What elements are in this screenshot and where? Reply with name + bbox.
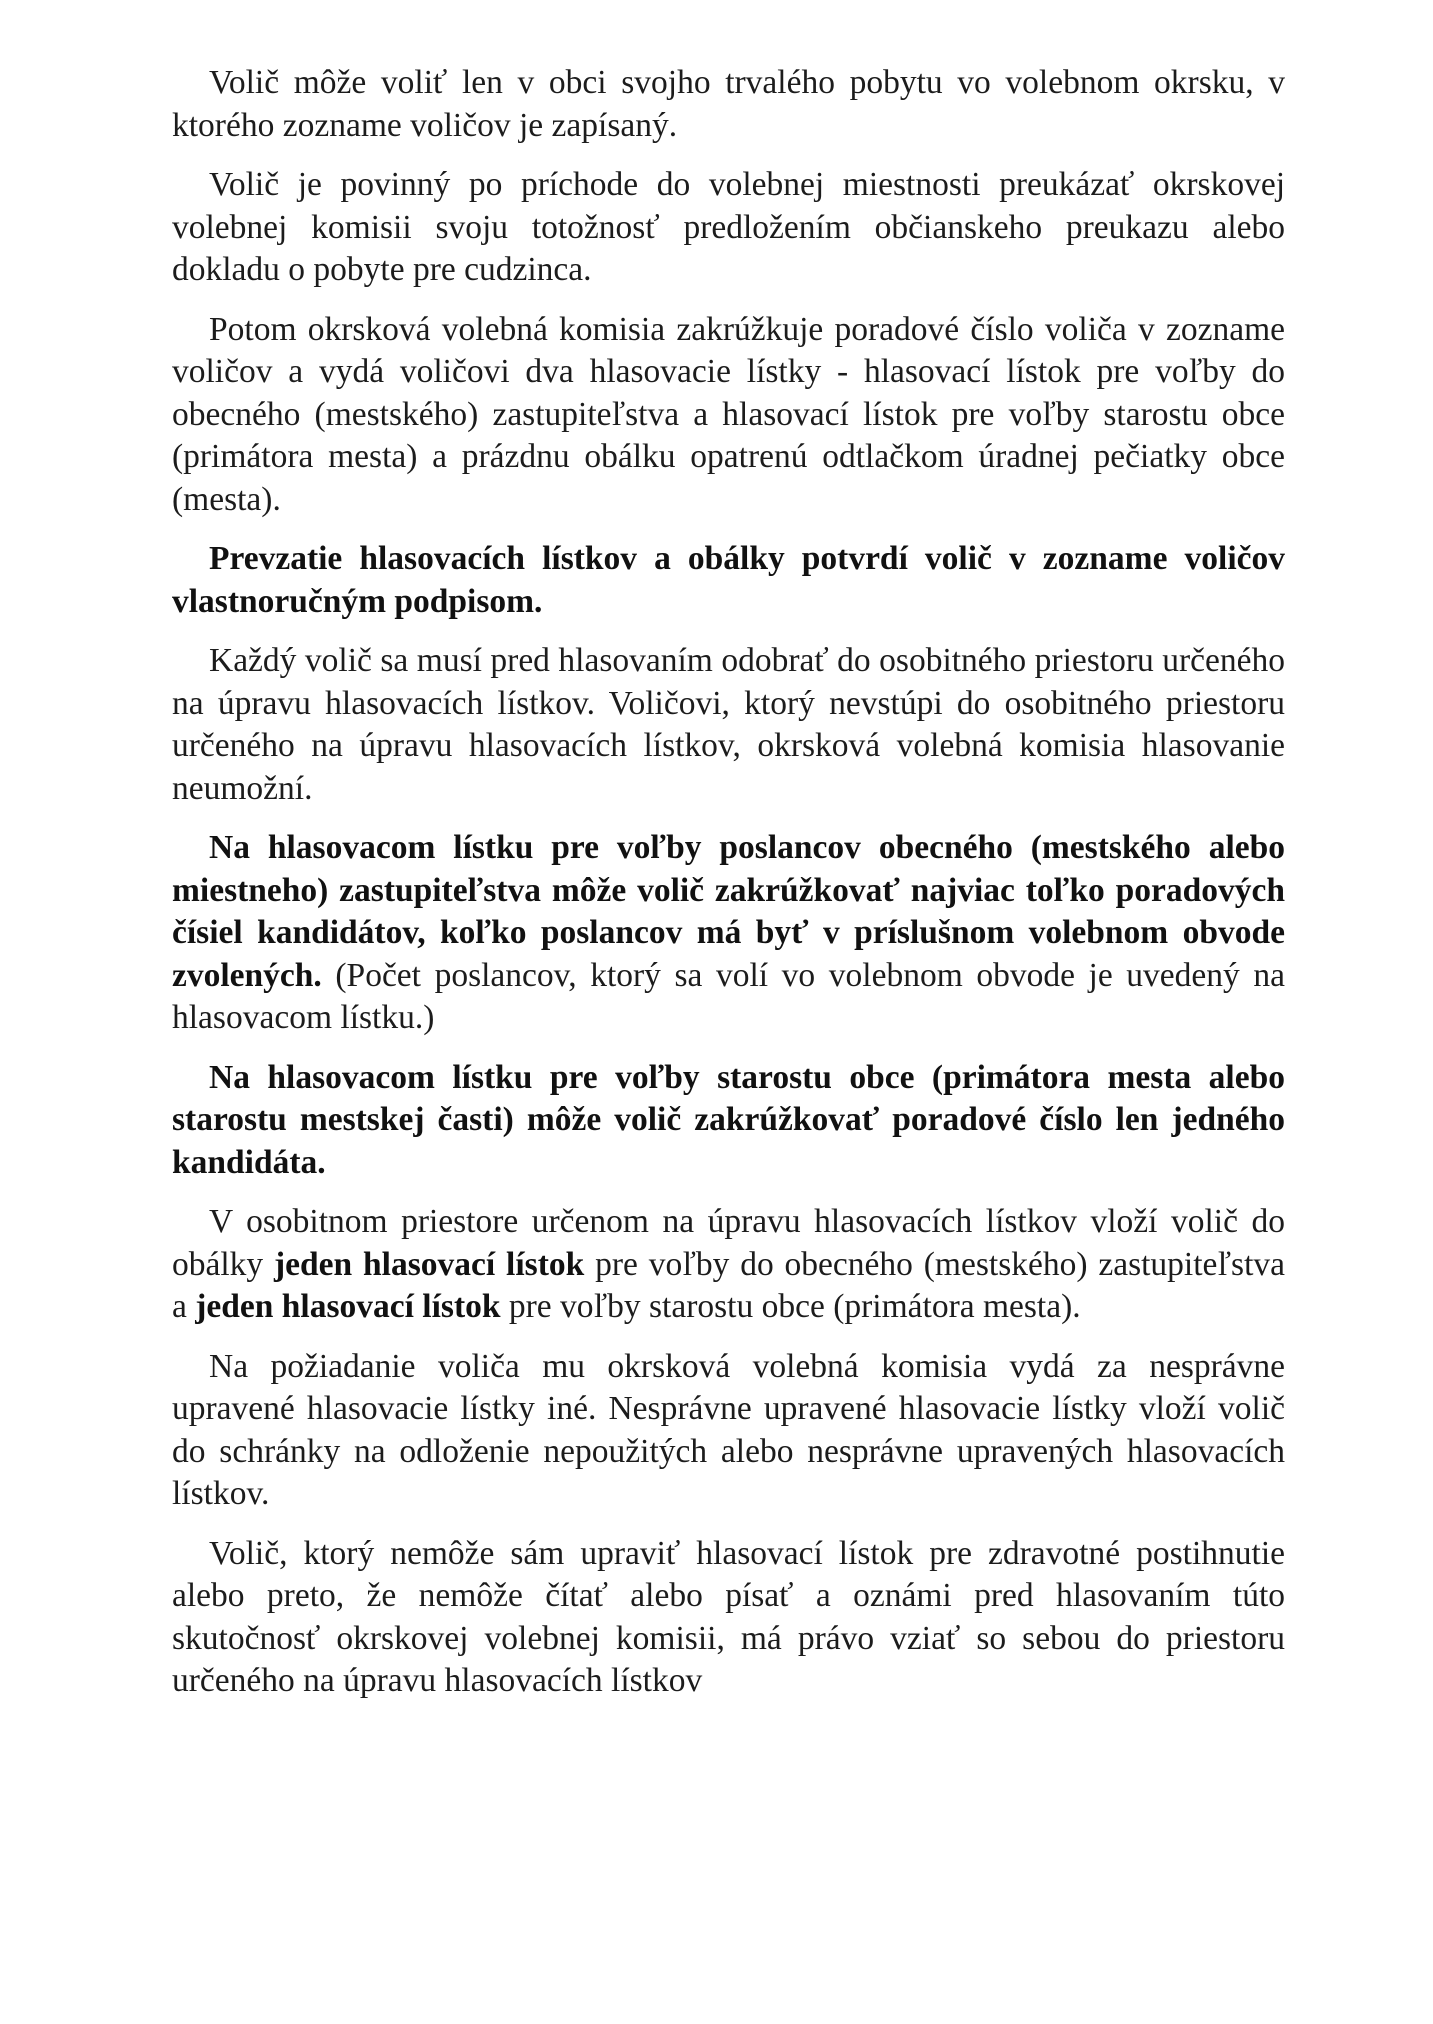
paragraph-voting-residence: Volič môže voliť len v obci svojho trvalého pobytu vo volebnom okrsku, v ktorého zozname voličov je zapísaný. [172, 64, 1285, 144]
envelope-text-2: pre voľby do obecného (mestského) zastupiteľstva a [172, 1245, 1285, 1325]
council-ballot-rule-bold: Na hlasovacom lístku pre voľby poslancov obecného (mestského alebo miestneho) zastupiteľstva môže volič zakrúžkovať najviac toľko poradových čísiel kandidátov, koľko poslancov má byť v príslušnom volebnom obvode zvolených. [172, 829, 1285, 994]
envelope-bold-1: jeden hlasovací lístok [274, 1245, 585, 1283]
paragraph-voting-booth: Každý volič sa musí pred hlasovaním odobrať do osobitného priestoru určeného na úpravu hlasovacích lístkov. Voličovi, ktorý nevstúpi do osobitného priestoru určeného na úpravu hlasovacích lístkov, okrsková volebná komisia hlasovanie neumožní. [172, 642, 1285, 807]
paragraph-envelope-insertion [172, 1201, 1285, 1329]
paragraph-replacement-ballots: Na požiadanie voliča mu okrsková volebná komisia vydá za nesprávne upravené hlasovacie lístky iné. Nesprávne upravené hlasovacie lístky vloží volič do schránky na odloženie nepoužitých alebo nesprávne upravených hlasovacích lístkov. [172, 1347, 1285, 1512]
paragraph-identity-proof: Volič je povinný po príchode do volebnej miestnosti preukázať okrskovej volebnej komisii svoju totožnosť predložením občianskeho preukazu alebo dokladu o pobyte pre cudzinca. [172, 166, 1285, 288]
paragraph-council-ballot-rule [172, 827, 1285, 1040]
paragraph-ballots-issued: Potom okrsková volebná komisia zakrúžkuje poradové číslo voliča v zozname voličov a vydá voličovi dva hlasovacie lístky - hlasovací lístok pre voľby do obecného (mestského) zastupiteľstva a hlasovací lístok pre voľby starostu obce (primátora mesta) a prázdnu obálku opatrenú odtlačkom úradnej pečiatky obce (mesta). [172, 310, 1285, 518]
envelope-text-3: pre voľby starostu obce (primátora mesta). [500, 1288, 1081, 1325]
document-page [172, 62, 1285, 1703]
council-ballot-rule-note: (Počet poslancov, ktorý sa volí vo volebnom obvode je uvedený na hlasovacom lístku.) [172, 956, 1286, 1036]
paragraph-signature-confirmation: Prevzatie hlasovacích lístkov a obálky potvrdí volič v zozname voličov vlastnoručným podpisom. [172, 540, 1285, 620]
paragraph-mayor-ballot-rule: Na hlasovacom lístku pre voľby starostu obce (primátora mesta alebo starostu mestskej časti) môže volič zakrúžkovať poradové číslo len jedného kandidáta. [172, 1058, 1285, 1181]
paragraph-assisted-voting: Volič, ktorý nemôže sám upraviť hlasovací lístok pre zdravotné postihnutie alebo preto, že nemôže čítať alebo písať a oznámi pred hlasovaním túto skutočnosť okrskovej volebnej komisii, má právo vziať so sebou do priestoru určeného na úpravu hlasovacích lístkov [172, 1534, 1285, 1699]
envelope-text-1: V osobitnom priestore určenom na úpravu hlasovacích lístkov vloží volič do obálky [172, 1203, 1285, 1283]
envelope-bold-2: jeden hlasovací lístok [195, 1288, 501, 1325]
